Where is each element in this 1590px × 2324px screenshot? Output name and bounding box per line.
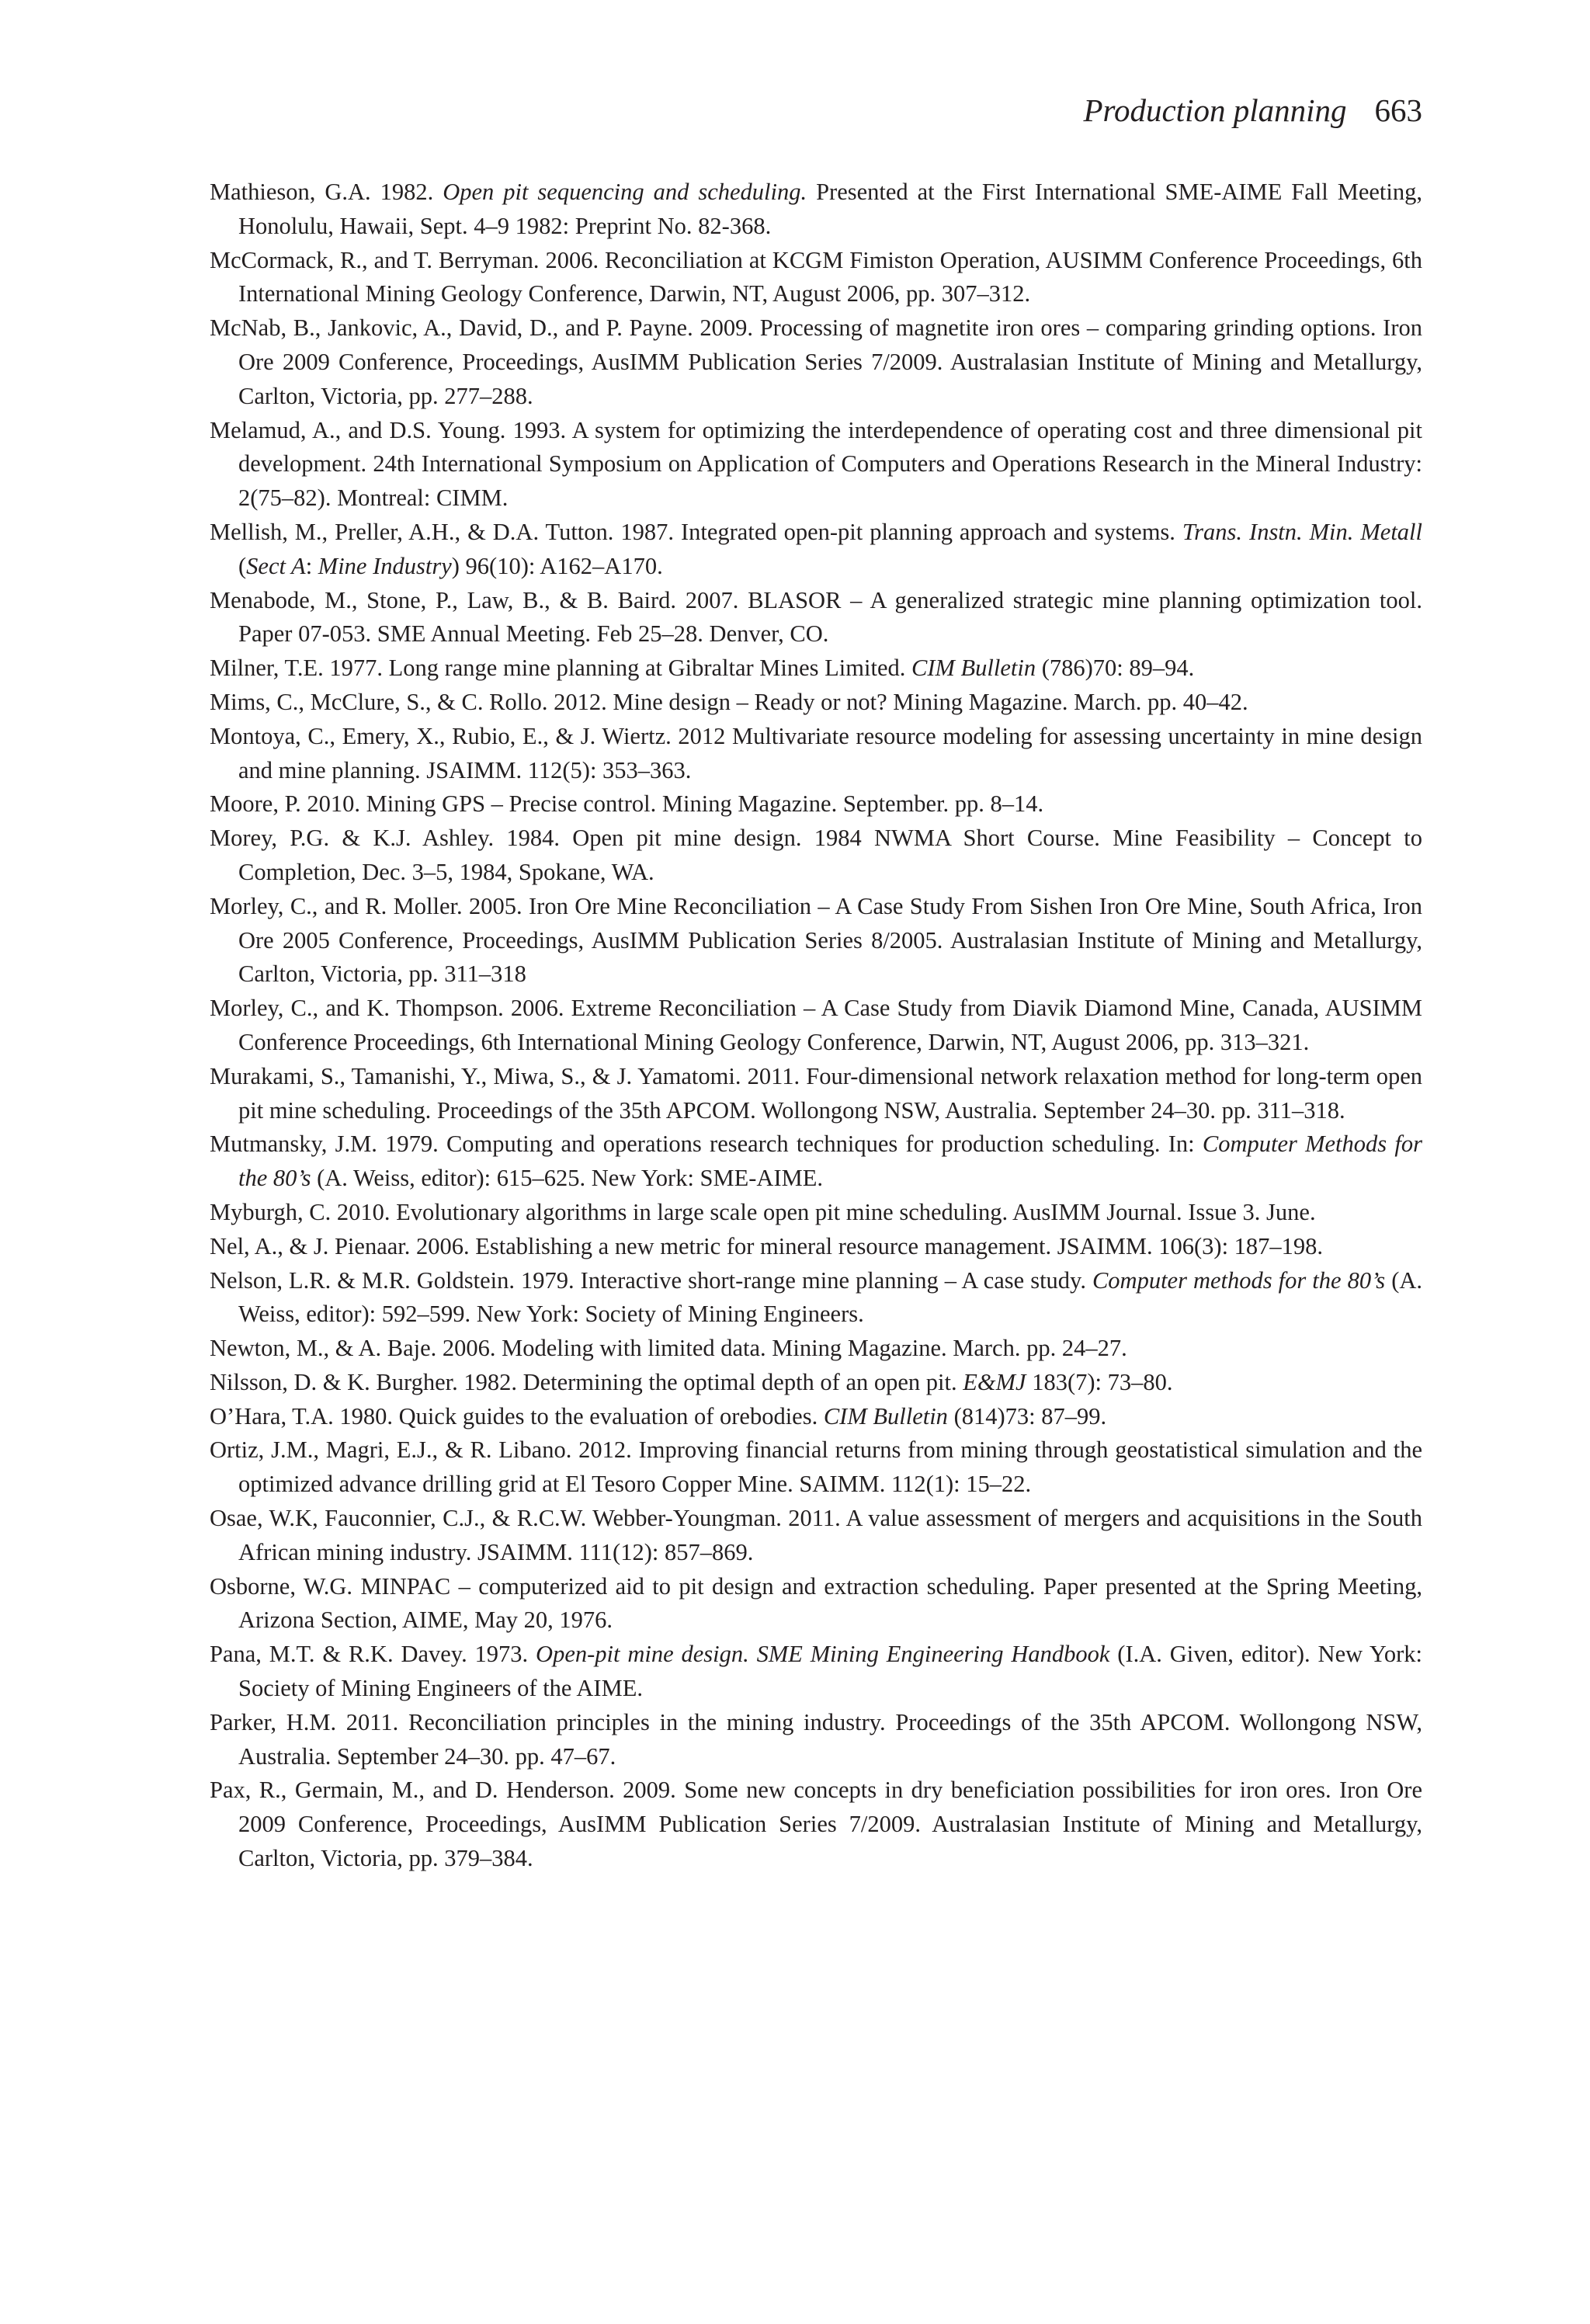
reference-text: 183(7): 73–80. (1026, 1368, 1173, 1395)
running-head-title: Production planning (1083, 92, 1347, 128)
reference-entry (210, 175, 1422, 244)
reference-text: Mellish, M., Preller, A.H., & D.A. Tutton. 1987. Integrated open-pit planning approach and systems. (210, 518, 1182, 545)
reference-entry (210, 1196, 1422, 1230)
reference-text: Mathieson, G.A. 1982. (210, 179, 443, 205)
reference-text: Pana, M.T. & R.K. Davey. 1973. (210, 1641, 536, 1668)
reference-text: (A. Weiss, editor): 592–599. New York: Society of Mining Engineers. (238, 1266, 1423, 1328)
reference-text: Menabode, M., Stone, P., Law, B., & B. Baird. 2007. BLASOR – A generalized strategic mine planning optimization tool. Paper 07-053. SME Annual Meeting. Feb 25–28. Denver, CO. (210, 586, 1422, 648)
reference-entry (210, 1400, 1422, 1434)
reference-italic-text: Computer methods for the 80’s (1092, 1266, 1386, 1294)
reference-text: (814)73: 87–99. (947, 1402, 1107, 1429)
reference-entry (210, 1264, 1422, 1332)
reference-text: Mims, C., McClure, S., & C. Rollo. 2012. Mine design – Ready or not? Mining Magazine. March. pp. 40–42. (210, 688, 1248, 715)
reference-text: Mutmansky, J.M. 1979. Computing and operations research techniques for production scheduling. In: (210, 1131, 1203, 1158)
reference-text: : (305, 552, 318, 579)
reference-entry (210, 1127, 1422, 1196)
reference-entry (210, 1366, 1422, 1400)
reference-text: Melamud, A., and D.S. Young. 1993. A system for optimizing the interdependence of operating cost and three dimensional pit development. 24th International Symposium on Application of Computers and Operations Research in the Mineral Industry: 2(75–82). Montreal: CIMM. (210, 416, 1422, 512)
reference-entry (210, 1060, 1422, 1128)
reference-text: Pax, R., Germain, M., and D. Henderson. 2009. Some new concepts in dry beneficiation possibilities for iron ores. Iron Ore 2009 Conference, Proceedings, AusIMM Publication Series 7/2009. Australasian Institute of Mining and Metallurgy, Carlton, Victoria, pp. 379–384. (210, 1777, 1422, 1872)
reference-italic-text: Open pit sequencing and scheduling. (443, 179, 807, 205)
reference-text: Nilsson, D. & K. Burgher. 1982. Determining the optimal depth of an open pit. (210, 1368, 963, 1395)
reference-text: Ortiz, J.M., Magri, E.J., & R. Libano. 2012. Improving financial returns from mining through geostatistical simulation and the optimized advance drilling grid at El Tesoro Copper Mine. SAIMM. 112(1): 15–22. (210, 1436, 1422, 1498)
reference-entry (210, 822, 1422, 890)
reference-entry (210, 244, 1422, 312)
reference-entry (210, 651, 1422, 686)
reference-italic-text: Trans. Instn. Min. Metall (1182, 518, 1422, 545)
reference-text: Presented at the First International SME-AIME Fall Meeting, Honolulu, Hawaii, Sept. 4–9 1982: Preprint No. 82-368. (238, 179, 1422, 239)
reference-text: (786)70: 89–94. (1036, 655, 1195, 682)
reference-text: Milner, T.E. 1977. Long range mine planning at Gibraltar Mines Limited. (210, 655, 911, 682)
reference-entry (210, 992, 1422, 1060)
reference-text: ( (238, 552, 247, 579)
reference-text: (A. Weiss, editor): 615–625. New York: SME-AIME. (311, 1165, 823, 1192)
reference-italic-text: Computer Methods for the 80’s (238, 1131, 1422, 1192)
reference-entry (210, 720, 1422, 788)
reference-text: Nel, A., & J. Pienaar. 2006. Establishing a new metric for mineral resource management. JSAIMM. 106(3): 187–198. (210, 1232, 1324, 1259)
running-head (1084, 90, 1423, 130)
reference-text: ) 96(10): A162–A170. (451, 552, 663, 579)
reference-entry (210, 1502, 1422, 1570)
reference-text: Parker, H.M. 2011. Reconciliation principles in the mining industry. Proceedings of the 35th APCOM. Wollongong NSW, Australia. September 24–30. pp. 47–67. (210, 1708, 1422, 1770)
reference-italic-text: CIM Bulletin (911, 655, 1036, 682)
reference-italic-text: Mine Industry (318, 552, 452, 579)
reference-italic-text: E&MJ (963, 1368, 1026, 1395)
reference-text: Morley, C., and K. Thompson. 2006. Extreme Reconciliation – A Case Study from Diavik Diamond Mine, Canada, AUSIMM Conference Proceedings, 6th International Mining Geology Conference, Darwin, NT, August 2006, pp. 313–321. (210, 995, 1422, 1055)
reference-entry (210, 890, 1422, 992)
reference-text: Moore, P. 2010. Mining GPS – Precise control. Mining Magazine. September. pp. 8–14. (210, 790, 1044, 818)
reference-entry (210, 1433, 1422, 1502)
reference-text: (I.A. Given, editor). New York: Society of Mining Engineers of the AIME. (238, 1641, 1422, 1702)
reference-text: Montoya, C., Emery, X., Rubio, E., & J. Wiertz. 2012 Multivariate resource modeling for assessing uncertainty in mine design and mine planning. JSAIMM. 112(5): 353–363. (210, 722, 1422, 783)
reference-entry (210, 1773, 1422, 1875)
reference-entry (210, 787, 1422, 822)
reference-text: McCormack, R., and T. Berryman. 2006. Reconciliation at KCGM Fimiston Operation, AUSIMM Conference Proceedings, 6th International Mining Geology Conference, Darwin, NT, August 2006, pp. 307–312. (210, 246, 1422, 307)
reference-entry (210, 414, 1422, 516)
reference-entry (210, 1706, 1422, 1774)
reference-list (210, 175, 1422, 1876)
reference-italic-text: Open-pit mine design. SME Mining Engineering Handbook (536, 1641, 1110, 1668)
reference-entry (210, 584, 1422, 652)
reference-text: Nelson, L.R. & M.R. Goldstein. 1979. Interactive short-range mine planning – A case study. (210, 1266, 1092, 1294)
reference-text: O’Hara, T.A. 1980. Quick guides to the evaluation of orebodies. (210, 1402, 824, 1429)
reference-text: Osae, W.K, Fauconnier, C.J., & R.C.W. Webber-Youngman. 2011. A value assessment of mergers and acquisitions in the South African mining industry. JSAIMM. 111(12): 857–869. (210, 1505, 1422, 1565)
page-number: 663 (1374, 92, 1422, 128)
reference-text: Osborne, W.G. MINPAC – computerized aid to pit design and extraction scheduling. Paper presented at the Spring Meeting, Arizona Section, AIME, May 20, 1976. (210, 1572, 1422, 1634)
reference-text: Morey, P.G. & K.J. Ashley. 1984. Open pit mine design. 1984 NWMA Short Course. Mine Feasibility – Concept to Completion, Dec. 3–5, 1984, Spokane, WA. (210, 825, 1422, 885)
reference-entry (210, 1332, 1422, 1366)
reference-italic-text: Sect A (246, 552, 306, 579)
reference-text: McNab, B., Jankovic, A., David, D., and P. Payne. 2009. Processing of magnetite iron ores – comparing grinding options. Iron Ore 2009 Conference, Proceedings, AusIMM Publication Series 7/2009. Australasian Institute of Mining and Metallurgy, Carlton, Victoria, pp. 277–288. (210, 314, 1422, 409)
reference-text: Morley, C., and R. Moller. 2005. Iron Ore Mine Reconciliation – A Case Study From Sishen Iron Ore Mine, South Africa, Iron Ore 2005 Conference, Proceedings, AusIMM Publication Series 8/2005. Australasian Institute of Mining and Metallurgy, Carlton, Victoria, pp. 311–318 (210, 892, 1422, 988)
reference-entry (210, 516, 1422, 584)
reference-text: Newton, M., & A. Baje. 2006. Modeling with limited data. Mining Magazine. March. pp. 24–27. (210, 1335, 1127, 1362)
reference-entry (210, 1570, 1422, 1638)
reference-entry (210, 686, 1422, 720)
reference-entry (210, 311, 1422, 413)
reference-italic-text: CIM Bulletin (823, 1402, 948, 1429)
reference-text: Myburgh, C. 2010. Evolutionary algorithms in large scale open pit mine scheduling. AusIMM Journal. Issue 3. June. (210, 1198, 1316, 1225)
reference-entry (210, 1638, 1422, 1706)
reference-text: Murakami, S., Tamanishi, Y., Miwa, S., & J. Yamatomi. 2011. Four-dimensional network relaxation method for long-term open pit mine scheduling. Proceedings of the 35th APCOM. Wollongong NSW, Australia. September 24–30. pp. 311–318. (210, 1062, 1422, 1124)
reference-entry (210, 1230, 1422, 1264)
